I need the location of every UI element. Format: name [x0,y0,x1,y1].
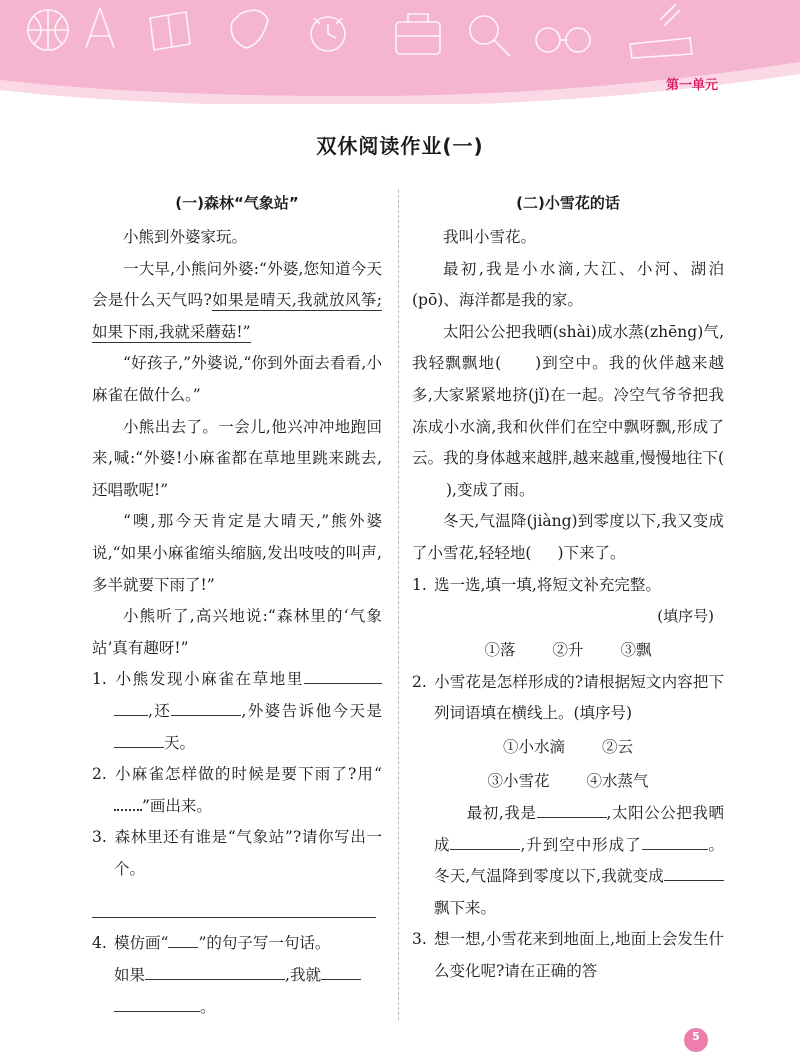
passage-paragraph: 小熊到外婆家玩。 [123,228,248,246]
passage-paragraph [412,506,724,569]
question-2 [412,667,724,730]
question-4-fill [92,960,382,992]
column-divider [398,190,399,1020]
straight-line-mark [168,929,198,948]
text-segment: 。冬天,气温降到零度以下,我就变成 [434,835,724,886]
answer-blank[interactable] [114,729,164,748]
passage-paragraph [412,317,724,507]
section-title-snowflake: (二)小雪花的话 [516,194,620,212]
answer-blank[interactable] [304,665,382,684]
text-segment: ,还 [148,701,172,720]
text-segment: 如果 [114,966,146,985]
passage-paragraph: 小熊出去了。一会儿,他兴冲冲地跑回来,喊:“外婆!小麻雀都在草地里跳来跳去,还唱歌呢!” [92,417,382,499]
phrase-options [412,764,724,798]
text-segment: 森林里还有谁是“气象站”?请你写出一个。 [114,828,382,878]
option-item: ①小水滴 [503,737,566,756]
question-3 [412,924,724,987]
question-2 [92,759,382,822]
passage-paragraph: “好孩子,”外婆说,“你到外面去看看,小麻雀在做什么。” [92,354,382,404]
text-segment: 最初,我是 [466,803,537,822]
text-segment: 。 [200,997,216,1016]
question-2-fill [412,798,724,924]
option-item: ③小雪花 [487,771,550,790]
question-4-fill-cont [92,992,382,1024]
passage-paragraph [92,254,382,349]
text-segment: ,外婆告诉他今天是 [241,701,382,720]
question-number: 1. [412,575,427,594]
text-segment: 如果是晴天,我就放风筝; [211,291,383,310]
answer-blank[interactable] [664,862,724,881]
text-segment: )到空中。我的伙伴越来越多,大家紧紧地挤(jǐ)在一起。冷空气爷爷把我冻成小水滴,我和伙伴们在空中飘呀飘,形成了云。我的身体越来越胖,越来越重,慢慢地往下( [412,354,724,468]
left-column [92,188,382,1023]
option-item: ②升 [552,640,584,659]
answer-blank[interactable] [321,961,361,980]
wavy-line-mark [114,795,142,811]
text-segment: ,升到空中形成了 [520,835,642,854]
passage-paragraph: 小熊听了,高兴地说:“森林里的‘气象站’真有趣呀!” [92,607,382,657]
answer-blank[interactable] [537,799,607,818]
text-segment: 如果下雨,我就采蘑菇!” [92,322,251,341]
passage-paragraph: “噢,那今天肯定是大晴天,”熊外婆说,“如果小麻雀缩头缩脑,发出吱吱的叫声,多半就要下雨了!” [92,512,382,594]
question-number: 3. [92,828,107,847]
question-1 [412,570,724,602]
text-segment: 一大早,小熊问外婆:“外婆,您知道今天会是什么天气吗? [92,259,382,310]
question-3 [92,822,382,885]
text-segment: 选一选,填一填,将短文补充完整。 [434,575,661,594]
text-segment: 天。 [164,733,196,752]
header-banner [0,0,800,104]
answer-blank[interactable] [114,993,200,1012]
text-segment: 冬天,气温降(jiàng)到零度以下,我又变成了小雪花,轻轻地( [412,512,724,562]
question-number: 2. [92,765,107,784]
text-segment: )下来了。 [557,543,626,562]
answer-blank[interactable] [171,697,241,716]
passage-paragraph: 最初,我是小水滴,大江、小河、湖泊(pō)、海洋都是我的家。 [412,259,724,310]
text-segment: 模仿画“ [114,934,169,953]
question-number: 3. [412,930,427,949]
section-title-forest: (一)森林“气象站” [175,194,299,212]
answer-line[interactable] [92,895,376,918]
text-segment: 想一想,小雪花来到地面上,地面上会发生什么变化呢?请在正确的答 [434,930,724,980]
text-segment: ,太阳公公把我晒成 [434,803,724,854]
answer-blank[interactable] [114,697,148,716]
question-1 [92,664,382,759]
text-segment: ”的句子写一句话。 [198,934,331,953]
question-4 [92,928,382,960]
text-segment: 小麻雀怎样做的时候是要下雨了?用“ [114,765,382,784]
question-number: 4. [92,934,107,953]
text-segment: 小熊发现小麻雀在草地里 [114,670,304,689]
page-title: 双休阅读作业(一) [316,134,484,158]
option-item: ④水蒸气 [586,771,649,790]
text-segment: 小雪花是怎样形成的?请根据短文内容把下列词语填在横线上。(填序号) [434,672,724,723]
text-segment: 太阳公公把我晒(shài)成水蒸(zhēng)气,我轻飘飘地( [412,322,724,373]
option-item: ③飘 [620,640,652,659]
answer-blank[interactable] [450,831,520,850]
option-item: ①落 [484,640,516,659]
unit-label: 第一单元 [665,78,718,93]
text-segment: ”画出来。 [142,796,212,815]
option-item: ②云 [601,737,633,756]
word-options [412,633,724,667]
text-segment: ,我就 [285,966,321,985]
answer-blank[interactable] [145,961,285,980]
passage-paragraph: 我叫小雪花。 [443,228,537,246]
question-number: 2. [412,672,427,691]
text-segment: ),变成了雨。 [446,480,535,499]
text-segment: 飘下来。 [434,898,497,917]
question-number: 1. [92,670,107,689]
right-column [412,188,724,987]
phrase-options [412,730,724,764]
page-number-badge: 5 [684,1028,708,1052]
fill-number-note: (填序号) [657,607,714,626]
answer-blank[interactable] [642,831,708,850]
